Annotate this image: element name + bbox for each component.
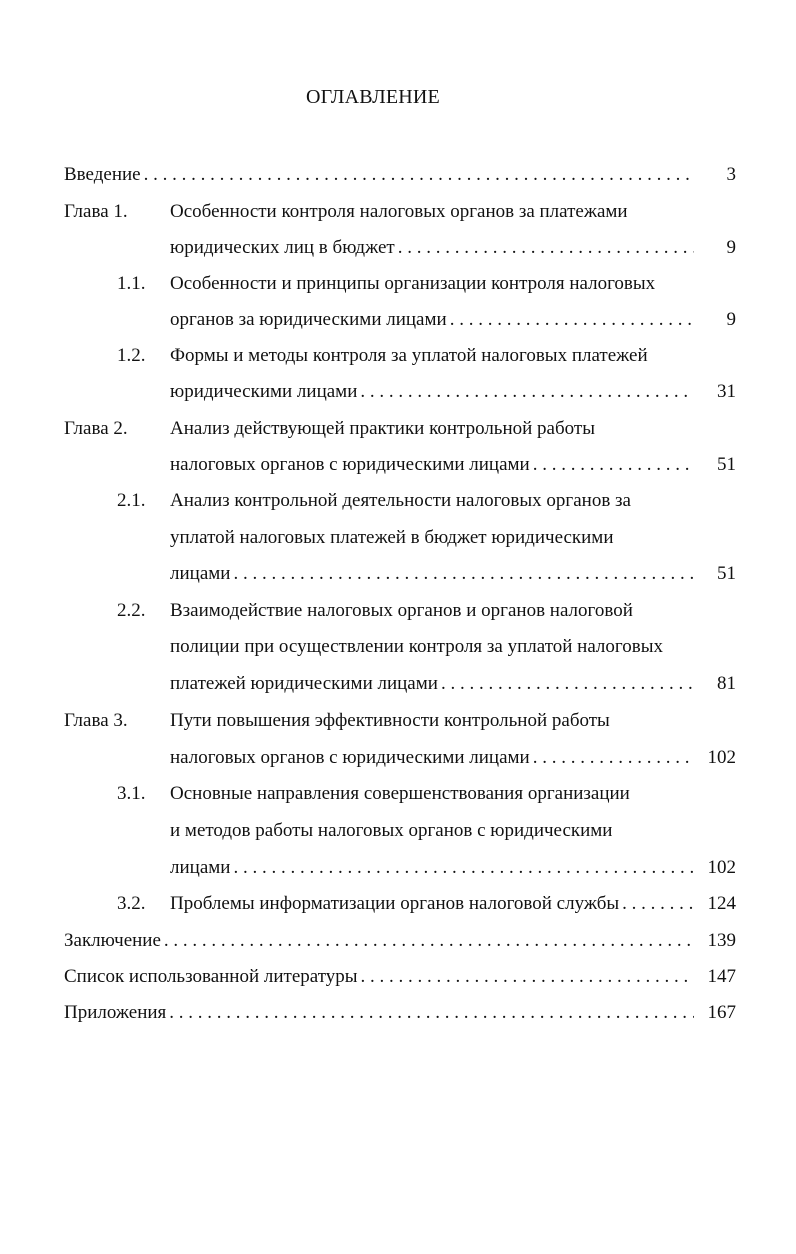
toc-page-number: 3 xyxy=(726,164,736,185)
toc-entry-line xyxy=(170,379,694,405)
toc-page-number: 51 xyxy=(717,454,736,475)
toc-entry-title: Анализ действующей практики контрольной работы xyxy=(170,418,595,439)
toc-dot-leader xyxy=(447,307,694,333)
toc-entry-title: уплатой налоговых платежей в бюджет юридическими xyxy=(170,527,614,548)
toc-dot-leader xyxy=(357,379,694,405)
toc-chapter-number: Глава 1. xyxy=(64,201,128,222)
toc-entry-title: Приложения xyxy=(64,1002,167,1023)
toc-entry-title: полиции при осуществлении контроля за уплатой налоговых xyxy=(170,636,663,657)
toc-entry-title: платежей юридическими лицами xyxy=(170,673,438,694)
toc-entry-title: и методов работы налоговых органов с юридическими xyxy=(170,820,613,841)
toc-dot-leader xyxy=(161,928,694,954)
toc-entry-line xyxy=(64,964,694,990)
toc-section-number: 1.2. xyxy=(117,345,146,366)
toc-entry-title: Анализ контрольной деятельности налоговых органов за xyxy=(170,490,631,511)
toc-entry-title: Заключение xyxy=(64,930,161,951)
toc-page-number: 167 xyxy=(707,1002,736,1023)
toc-entry-title: Взаимодействие налоговых органов и органов налоговой xyxy=(170,600,633,621)
toc-entry-title: юридическими лицами xyxy=(170,381,358,402)
toc-entry-line xyxy=(64,928,694,954)
toc-entry-line xyxy=(170,561,694,587)
toc-dot-leader xyxy=(530,745,694,771)
toc-dot-leader xyxy=(141,162,694,188)
toc-dot-leader xyxy=(438,671,694,697)
toc-page-number: 81 xyxy=(717,673,736,694)
toc-entry-title: Формы и методы контроля за уплатой налоговых платежей xyxy=(170,345,648,366)
toc-entry-title: Особенности и принципы организации контроля налоговых xyxy=(170,273,656,294)
toc-entry-title: Список использованной литературы xyxy=(64,966,358,987)
toc-chapter-number: Глава 3. xyxy=(64,710,128,731)
toc-entry-title: налоговых органов с юридическими лицами xyxy=(170,747,530,768)
toc-entry-line xyxy=(170,452,694,478)
toc-entry-line xyxy=(64,162,694,188)
toc-entry-title: Введение xyxy=(64,164,141,185)
toc-section-number: 1.1. xyxy=(117,273,146,294)
toc-page-number: 147 xyxy=(707,966,736,987)
toc-page-number: 51 xyxy=(717,563,736,584)
toc-dot-leader xyxy=(230,561,694,587)
toc-entry-title: Проблемы информатизации органов налоговой службы xyxy=(170,893,620,914)
toc-entry-title: юридических лиц в бюджет xyxy=(170,237,395,258)
toc-section-number: 2.1. xyxy=(117,490,146,511)
toc-chapter-number: Глава 2. xyxy=(64,418,128,439)
toc-dot-leader xyxy=(395,235,694,261)
toc-entry-title: органов за юридическими лицами xyxy=(170,309,447,330)
toc-entry-line xyxy=(170,855,694,881)
toc-dot-leader xyxy=(166,1000,694,1026)
toc-entry-title: лицами xyxy=(170,857,231,878)
toc-page-number: 9 xyxy=(726,309,736,330)
toc-entry-line xyxy=(170,671,694,697)
toc-entry-title: Основные направления совершенствования организации xyxy=(170,783,630,804)
toc-dot-leader xyxy=(530,452,694,478)
toc-page-number: 102 xyxy=(707,747,736,768)
toc-entry-line xyxy=(170,235,694,261)
toc-entry-title: налоговых органов с юридическими лицами xyxy=(170,454,530,475)
toc-entry-line xyxy=(170,891,694,917)
page-title: ОГЛАВЛЕНИЕ xyxy=(306,86,440,108)
toc-dot-leader xyxy=(358,964,694,990)
toc-page-number: 139 xyxy=(707,930,736,951)
toc-section-number: 2.2. xyxy=(117,600,146,621)
toc-section-number: 3.1. xyxy=(117,783,146,804)
toc-section-number: 3.2. xyxy=(117,893,146,914)
toc-entry-line xyxy=(170,745,694,771)
toc-entry-line xyxy=(170,307,694,333)
toc-page-number: 9 xyxy=(726,237,736,258)
toc-entry-title: Пути повышения эффективности контрольной работы xyxy=(170,710,610,731)
toc-entry-line xyxy=(64,1000,694,1026)
toc-entry-title: Особенности контроля налоговых органов за платежами xyxy=(170,201,628,222)
toc-page-number: 102 xyxy=(707,857,736,878)
toc-page-number: 124 xyxy=(707,893,736,914)
toc-dot-leader xyxy=(230,855,694,881)
toc-page-number: 31 xyxy=(717,381,736,402)
toc-dot-leader xyxy=(619,891,694,917)
toc-entry-title: лицами xyxy=(170,563,231,584)
